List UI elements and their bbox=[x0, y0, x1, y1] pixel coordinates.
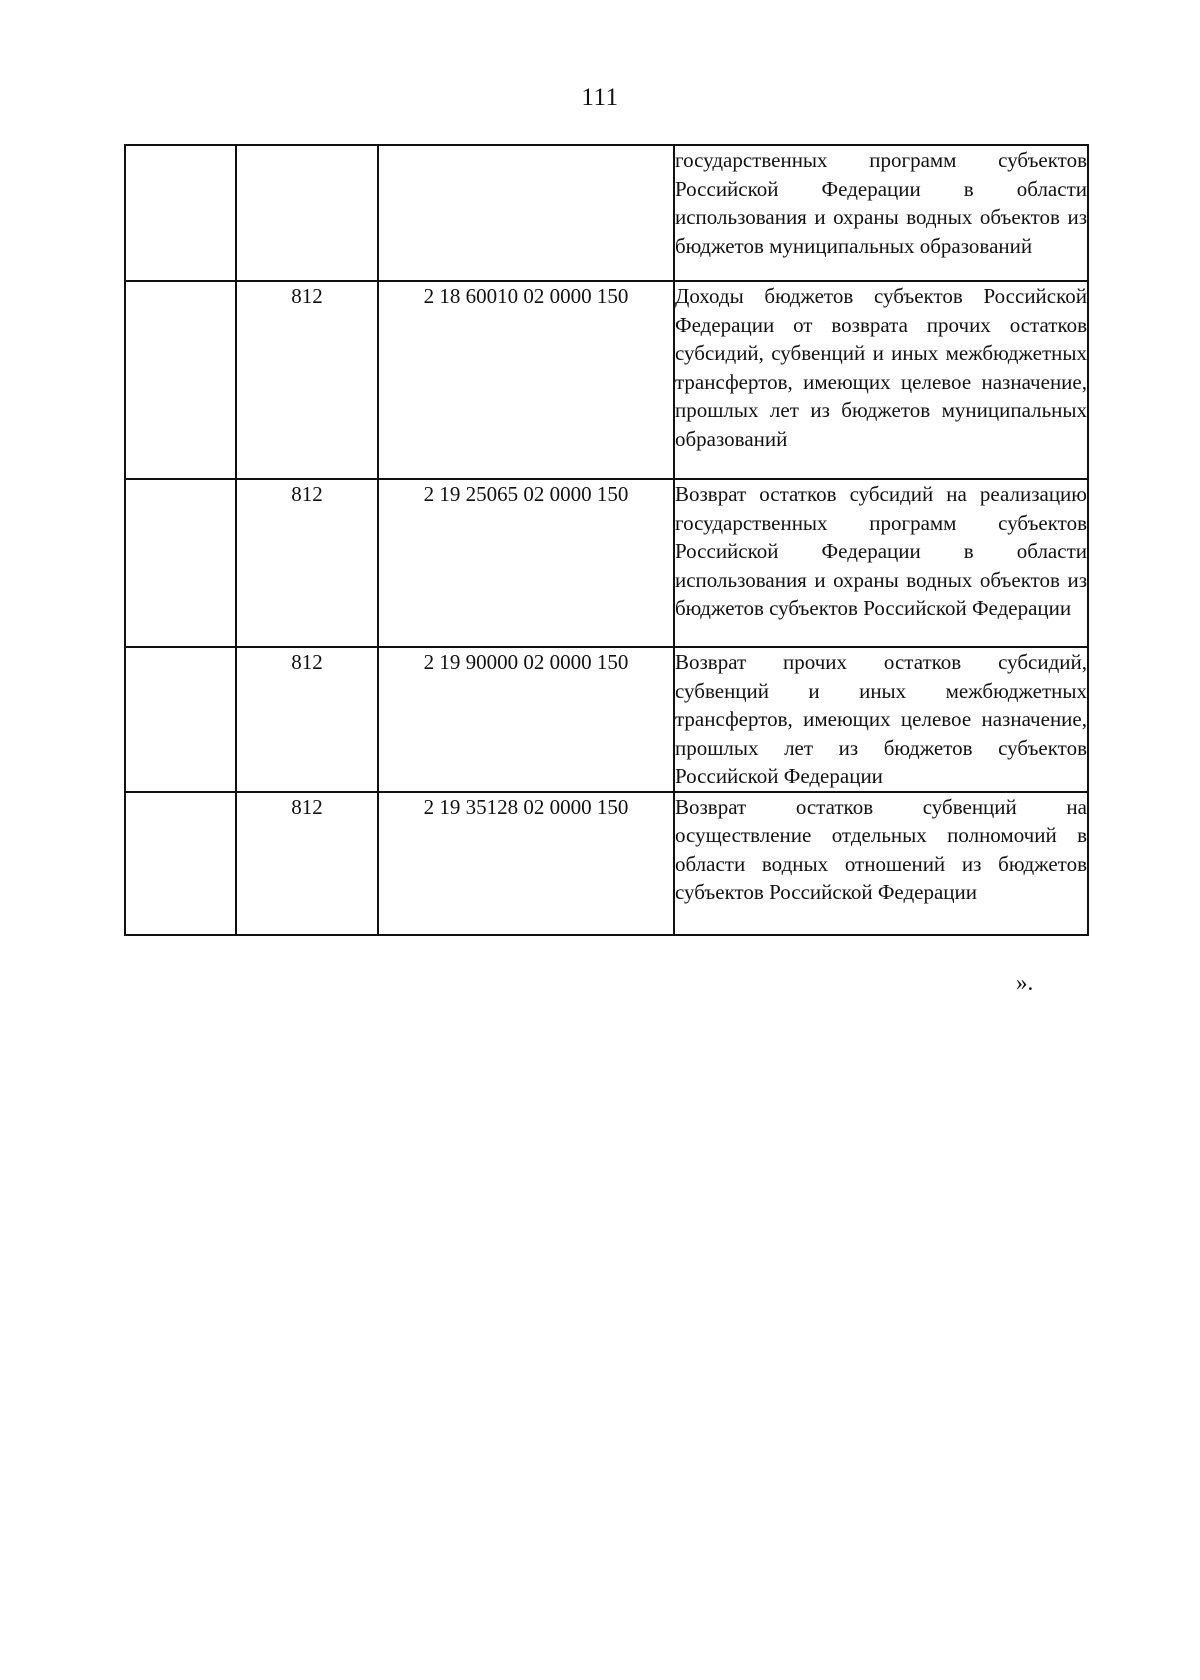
table-row bbox=[125, 281, 1088, 479]
admin-code-cell bbox=[236, 145, 378, 281]
budget-code-cell: 2 18 60010 02 0000 150 bbox=[378, 281, 674, 479]
budget-code-cell: 2 19 35128 02 0000 150 bbox=[378, 792, 674, 935]
empty-cell bbox=[125, 792, 236, 935]
empty-cell bbox=[125, 281, 236, 479]
description-cell: Возврат остатков субсидий на реализацию государственных программ субъектов Российской Федерации в области использования и охраны водных объектов из бюджетов субъектов Российской Федерации bbox=[674, 479, 1088, 647]
description-cell: Возврат остатков субвенций на осуществление отдельных полномочий в области водных отношений из бюджетов субъектов Российской Федерации bbox=[674, 792, 1088, 935]
table-row bbox=[125, 145, 1088, 281]
table-row bbox=[125, 479, 1088, 647]
budget-code-cell bbox=[378, 145, 674, 281]
budget-code-cell: 2 19 90000 02 0000 150 bbox=[378, 647, 674, 792]
budget-code-cell: 2 19 25065 02 0000 150 bbox=[378, 479, 674, 647]
admin-code-cell: 812 bbox=[236, 647, 378, 792]
admin-code-cell: 812 bbox=[236, 281, 378, 479]
description-cell: Доходы бюджетов субъектов Российской Федерации от возврата прочих остатков субсидий, субвенций и иных межбюджетных трансфертов, имеющих целевое назначение, прошлых лет из бюджетов муниципальных образований bbox=[674, 281, 1088, 479]
description-cell: государственных программ субъектов Российской Федерации в области использования и охраны водных объектов из бюджетов муниципальных образований bbox=[674, 145, 1088, 281]
description-cell: Возврат прочих остатков субсидий, субвенций и иных межбюджетных трансфертов, имеющих целевое назначение, прошлых лет из бюджетов субъектов Российской Федерации bbox=[674, 647, 1088, 792]
admin-code-cell: 812 bbox=[236, 479, 378, 647]
table-row bbox=[125, 647, 1088, 792]
budget-revenue-table bbox=[124, 144, 1089, 936]
table-row bbox=[125, 792, 1088, 935]
empty-cell bbox=[125, 145, 236, 281]
empty-cell bbox=[125, 647, 236, 792]
admin-code-cell: 812 bbox=[236, 792, 378, 935]
closing-quote: ». bbox=[1016, 970, 1034, 995]
page-number: 111 bbox=[581, 84, 619, 111]
empty-cell bbox=[125, 479, 236, 647]
